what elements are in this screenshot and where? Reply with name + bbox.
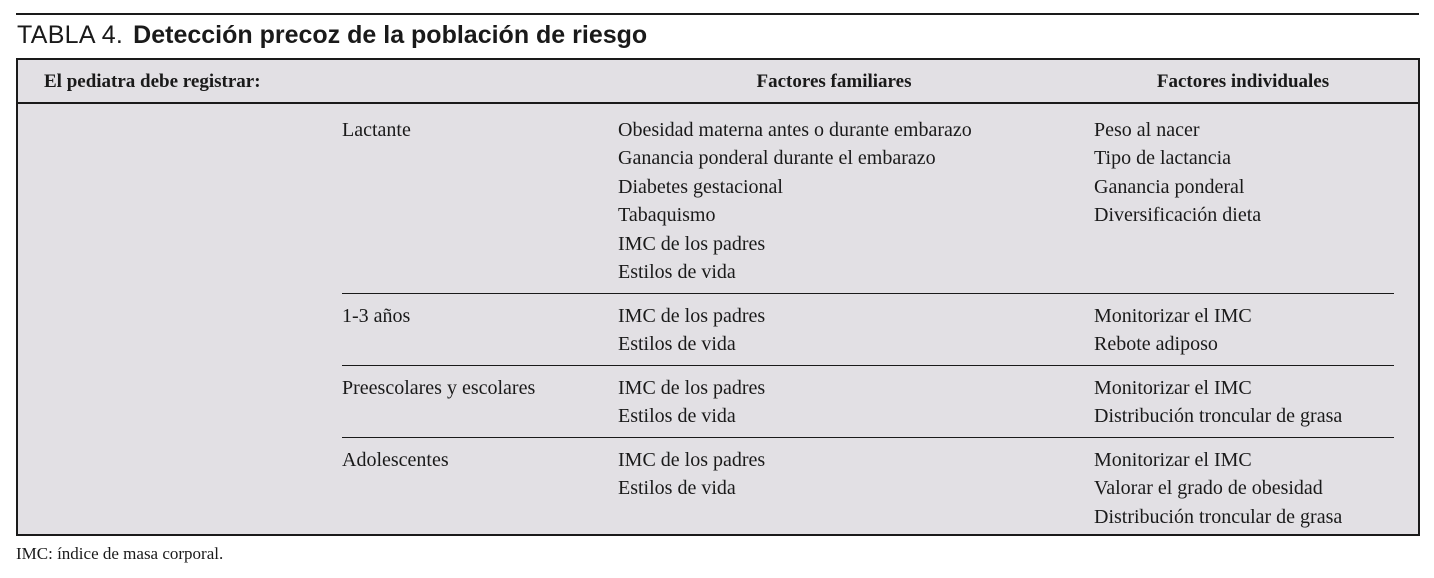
familiares-list bbox=[618, 446, 765, 503]
list-item: Estilos de vida bbox=[618, 333, 736, 356]
list-item: Diversificación dieta bbox=[1094, 204, 1262, 227]
stage-label: Lactante bbox=[342, 119, 411, 141]
header-factores-individuales: Factores individuales bbox=[1156, 71, 1330, 92]
row-divider bbox=[342, 365, 1394, 366]
list-item: Distribución troncular de grasa bbox=[1094, 505, 1343, 528]
screening-table bbox=[16, 58, 1420, 536]
list-item: IMC de los padres bbox=[618, 232, 766, 255]
list-item: IMC de los padres bbox=[618, 305, 766, 327]
list-item: Tabaquismo bbox=[618, 204, 716, 227]
top-rule bbox=[16, 13, 1419, 15]
list-item: Distribución troncular de grasa bbox=[1094, 405, 1343, 428]
list-item: Obesidad materna antes o durante embarazo bbox=[618, 119, 972, 141]
list-item: IMC de los padres bbox=[618, 449, 766, 471]
list-item: Monitorizar el IMC bbox=[1094, 305, 1252, 327]
table-footnote: IMC: índice de masa corporal. bbox=[16, 544, 224, 563]
row-divider bbox=[342, 437, 1394, 438]
list-item: Valorar el grado de obesidad bbox=[1094, 477, 1323, 500]
list-item: Estilos de vida bbox=[618, 260, 736, 283]
individuales-list bbox=[1094, 116, 1261, 230]
familiares-list bbox=[618, 374, 765, 431]
table-header-row bbox=[18, 60, 1418, 104]
list-item: Diabetes gestacional bbox=[618, 175, 783, 198]
familiares-list bbox=[618, 116, 972, 286]
stage-label: 1-3 años bbox=[342, 305, 411, 327]
list-item: Ganancia ponderal durante el embarazo bbox=[618, 147, 936, 170]
individuales-list bbox=[1094, 302, 1252, 359]
list-item: Tipo de lactancia bbox=[1094, 147, 1232, 170]
table-label: TABLA 4. bbox=[17, 21, 124, 49]
list-item: Estilos de vida bbox=[618, 477, 736, 500]
list-item: Peso al nacer bbox=[1094, 119, 1200, 141]
list-item: Estilos de vida bbox=[618, 405, 736, 428]
individuales-list bbox=[1094, 374, 1342, 431]
list-item: IMC de los padres bbox=[618, 377, 766, 399]
list-item: Monitorizar el IMC bbox=[1094, 449, 1252, 471]
header-pediatra: El pediatra debe registrar: bbox=[44, 71, 261, 92]
individuales-list bbox=[1094, 446, 1342, 531]
list-item: Monitorizar el IMC bbox=[1094, 377, 1252, 399]
familiares-list bbox=[618, 302, 765, 359]
stage-label: Adolescentes bbox=[342, 449, 449, 471]
list-item: Ganancia ponderal bbox=[1094, 175, 1245, 198]
stage-label: Preescolares y escolares bbox=[342, 377, 536, 399]
header-factores-familiares: Factores familiares bbox=[756, 71, 912, 92]
table-caption bbox=[17, 18, 647, 52]
table-title: Detección precoz de la población de riesgo bbox=[133, 21, 648, 49]
list-item: Rebote adiposo bbox=[1094, 333, 1218, 356]
row-divider bbox=[342, 293, 1394, 294]
